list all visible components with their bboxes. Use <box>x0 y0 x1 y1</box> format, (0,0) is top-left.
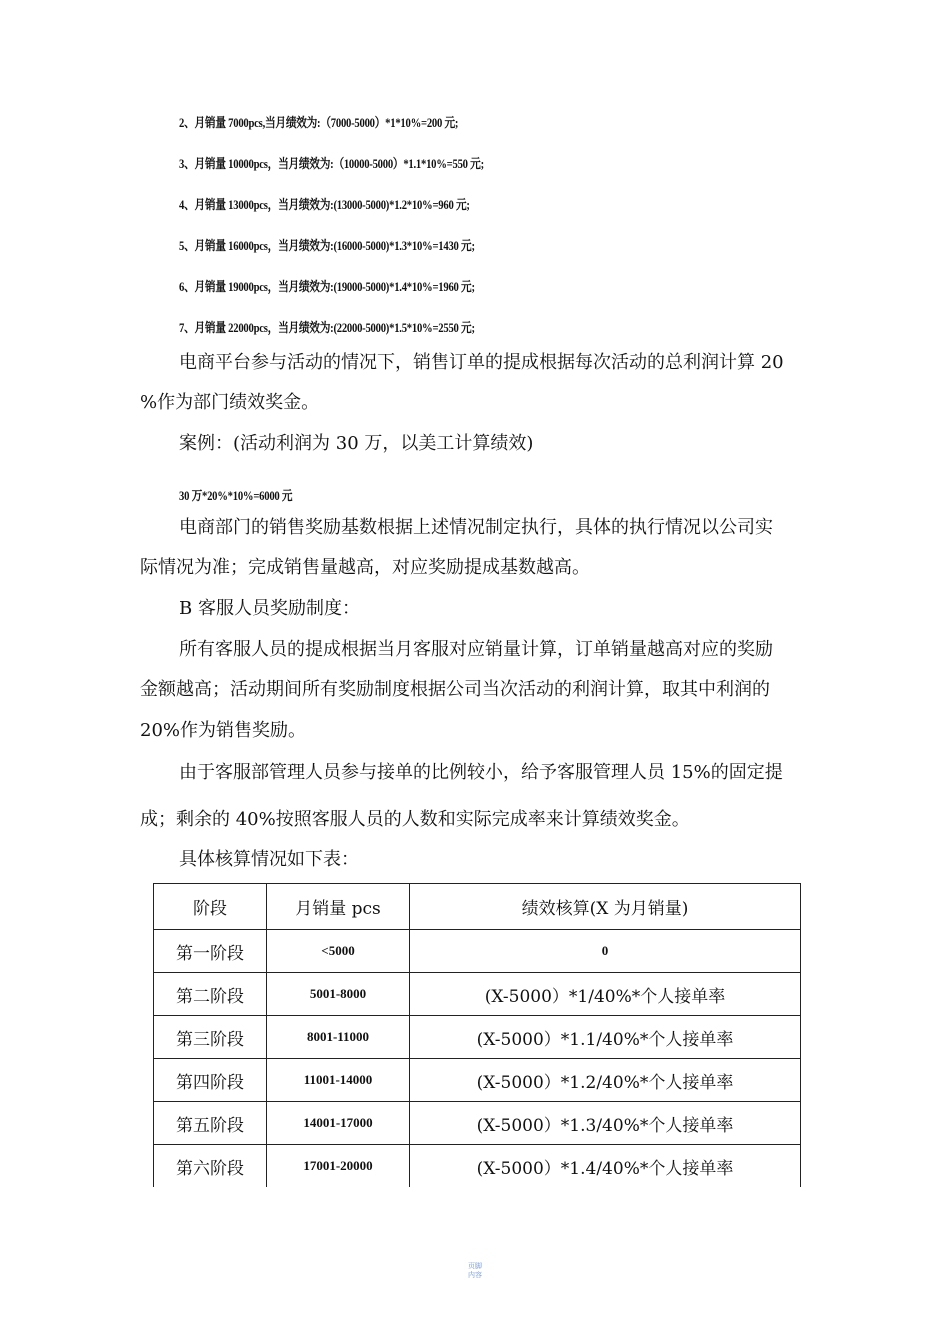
paragraph-activity-line1: 电商平台参与活动的情况下，销售订单的提成根据每次活动的总利润计算 20 <box>179 352 784 373</box>
table-row <box>154 1102 801 1145</box>
footer-line-2: 内容 <box>468 1271 482 1279</box>
table-cell-sales: 5001-8000 <box>267 973 410 1016</box>
table-cell-calculation: (X-5000）*1/40%*个人接单率 <box>410 973 801 1016</box>
footer-line-1: 页脚 <box>468 1262 482 1270</box>
paragraph-mgmt-line2: 成；剩余的 40%按照客服人员的人数和实际完成率来计算绩效奖金。 <box>140 809 690 830</box>
table-cell-stage: 第二阶段 <box>154 973 267 1016</box>
formula-line-2: 2、月销量 7000pcs,当月绩效为:（7000-5000）*1*10%=200 元; <box>179 115 459 130</box>
table-row <box>154 1145 801 1188</box>
table-row <box>154 1059 801 1102</box>
table-cell-sales: 8001-11000 <box>267 1016 410 1059</box>
paragraph-base-line2: 际情况为准；完成销售量越高，对应奖励提成基数越高。 <box>140 557 590 578</box>
paragraph-base-line1: 电商部门的销售奖励基数根据上述情况制定执行，具体的执行情况以公司实 <box>179 517 773 538</box>
performance-table <box>153 883 801 1187</box>
table-cell-calculation: (X-5000）*1.2/40%*个人接单率 <box>410 1059 801 1102</box>
table-header-calculation: 绩效核算(X 为月销量) <box>410 884 801 930</box>
formula-line-5: 5、月销量 16000pcs，当月绩效为:(16000-5000)*1.3*10%=1430 元; <box>179 238 475 253</box>
table-header-stage: 阶段 <box>154 884 267 930</box>
table-cell-calculation: (X-5000）*1.1/40%*个人接单率 <box>410 1016 801 1059</box>
paragraph-mgmt-line1: 由于客服部管理人员参与接单的比例较小，给予客服管理人员 15%的固定提 <box>179 762 783 783</box>
formula-line-7: 7、月销量 22000pcs，当月绩效为:(22000-5000)*1.5*10%=2550 元; <box>179 320 475 335</box>
paragraph-example: 案例：(活动利润为 30 万，以美工计算绩效) <box>179 433 534 454</box>
table-cell-calculation: (X-5000）*1.3/40%*个人接单率 <box>410 1102 801 1145</box>
table-cell-sales: 17001-20000 <box>267 1145 410 1188</box>
table-row <box>154 930 801 973</box>
paragraph-cs-line3: 20%作为销售奖励。 <box>140 720 307 741</box>
section-heading-customer-service: B 客服人员奖励制度： <box>179 598 360 619</box>
table-cell-calculation: 0 <box>410 930 801 973</box>
paragraph-cs-line2: 金额越高；活动期间所有奖励制度根据公司当次活动的利润计算，取其中利润的 <box>140 679 770 700</box>
paragraph-activity-line2: %作为部门绩效奖金。 <box>140 392 320 413</box>
paragraph-table-intro: 具体核算情况如下表： <box>179 849 359 870</box>
table-cell-sales: 11001-14000 <box>267 1059 410 1102</box>
paragraph-cs-line1: 所有客服人员的提成根据当月客服对应销量计算，订单销量越高对应的奖励 <box>179 639 773 660</box>
table-cell-stage: 第四阶段 <box>154 1059 267 1102</box>
table-cell-stage: 第一阶段 <box>154 930 267 973</box>
example-formula: 30 万*20%*10%=6000 元 <box>179 488 293 503</box>
table-header-sales: 月销量 pcs <box>267 884 410 930</box>
page-footer <box>463 1262 487 1280</box>
table-cell-stage: 第六阶段 <box>154 1145 267 1188</box>
table-row <box>154 1016 801 1059</box>
table-cell-stage: 第五阶段 <box>154 1102 267 1145</box>
table-header-row <box>154 884 801 930</box>
formula-line-3: 3、月销量 10000pcs，当月绩效为:（10000-5000）*1.1*10%=550 元; <box>179 156 484 171</box>
table-row <box>154 973 801 1016</box>
table-cell-stage: 第三阶段 <box>154 1016 267 1059</box>
formula-line-6: 6、月销量 19000pcs，当月绩效为:(19000-5000)*1.4*10%=1960 元; <box>179 279 475 294</box>
table-cell-sales: <5000 <box>267 930 410 973</box>
formula-line-4: 4、月销量 13000pcs，当月绩效为:(13000-5000)*1.2*10%=960 元; <box>179 197 470 212</box>
table-cell-sales: 14001-17000 <box>267 1102 410 1145</box>
table-cell-calculation: (X-5000）*1.4/40%*个人接单率 <box>410 1145 801 1188</box>
